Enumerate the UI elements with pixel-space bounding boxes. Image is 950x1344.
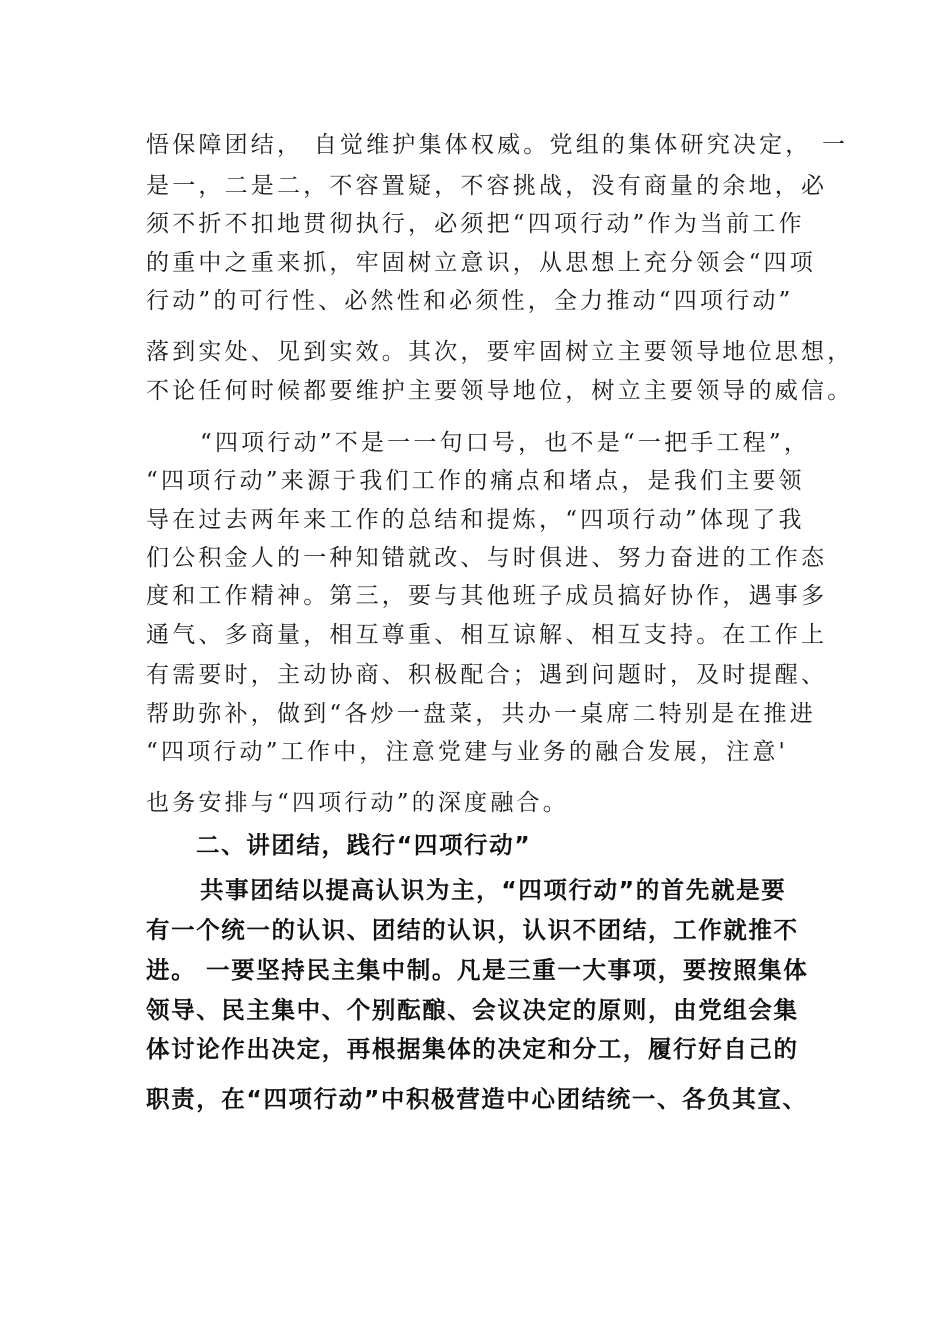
text-line: 通气、多商量，相互尊重、相互谅解、相互支持。在工作上 <box>146 622 828 648</box>
text-line: 也务安排与“四项行动”的深度融合。 <box>146 790 569 816</box>
text-line: 度和工作精神。第三，要与其他班子成员搞好协作，遇事多 <box>146 583 828 609</box>
text-line: 落到实处、见到实效。其次，要牢固树立主要领导地位思想， <box>146 339 854 365</box>
text-line: 导在过去两年来工作的总结和提炼，“四项行动”体现了我 <box>146 507 805 533</box>
text-line: “四项行动”工作中，注意党建与业务的融合发展，注意' <box>146 739 789 765</box>
text-line: 有一个统一的认识、团结的认识，认识不团结，工作就推不 <box>146 916 799 944</box>
text-line: 进。 一要坚持民主集中制。凡是三重一大事项，要按照集体 <box>146 956 809 984</box>
text-line: “四项行动”不是一一句口号，也不是“一把手工程”， <box>200 430 811 456</box>
text-line: 不论任何时候都要维护主要领导地位，树立主要领导的威信。 <box>146 378 854 404</box>
text-line: 们公积金人的一种知错就改、与时俱进、努力奋进的工作态 <box>146 545 828 571</box>
text-line: 体讨论作出决定，再根据集体的决定和分工，履行好自己的 <box>146 1035 799 1063</box>
text-line: 的重中之重来抓，牢固树立意识，从思想上充分领会“四项 <box>146 250 816 276</box>
text-line: 帮助弥补，做到“各炒一盘菜，共办一桌席二特别是在推进 <box>146 701 816 727</box>
text-line: 职责，在“四项行动”中积极营造中心团结统一、各负其宣、 <box>146 1085 808 1113</box>
text-line: 有需要时，主动协商、积极配合；遇到问题时，及时提醒、 <box>146 662 828 688</box>
text-line: 是一，二是二，不容置疑，不容挑战，没有商量的余地，必 <box>146 173 828 199</box>
text-line: 行动”的可行性、必然性和必须性，全力推动“四项行动” <box>146 288 794 314</box>
section-heading: 二、讲团结，践行“四项行动” <box>196 831 532 859</box>
text-line: 领导、民主集中、个别酝酿、会议决定的原则，由党组会集 <box>146 996 799 1024</box>
text-line: 悟保障团结， 自觉维护集体权威。党组的集体研究决定， 一 <box>146 132 849 158</box>
text-line: 共事团结以提高认识为主，“四项行动”的首先就是要 <box>200 876 787 904</box>
text-line: 须不折不扣地贯彻执行，必须把“四项行动”作为当前工作 <box>146 211 805 237</box>
text-line: “四项行动”来源于我们工作的痛点和堵点，是我们主要领 <box>146 468 805 494</box>
